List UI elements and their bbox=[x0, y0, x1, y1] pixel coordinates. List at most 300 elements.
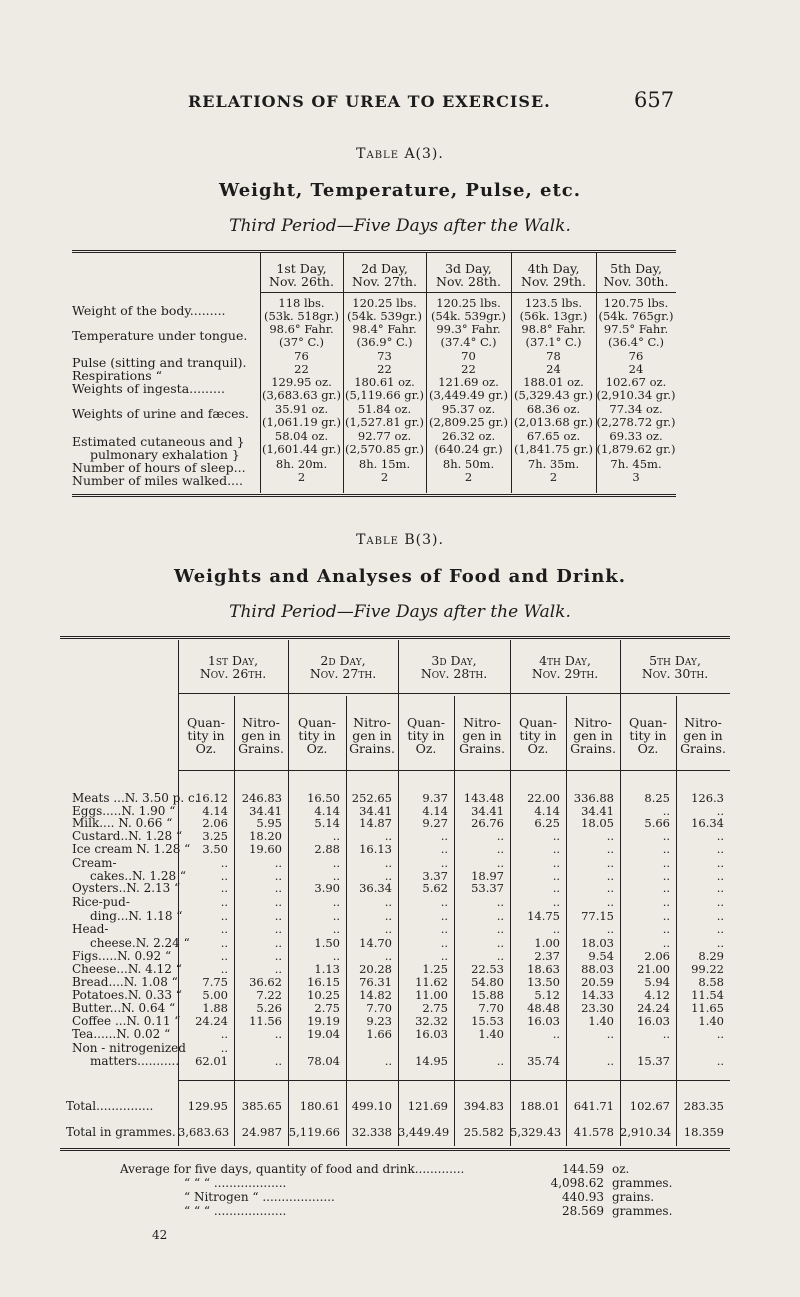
total-cell: 641.71 bbox=[573, 1099, 614, 1113]
table-b-cell: .. bbox=[332, 895, 340, 909]
table-b-cell: .. bbox=[274, 922, 282, 936]
table-b-day-header bbox=[398, 654, 510, 680]
average-value: 144.59 bbox=[562, 1162, 604, 1176]
table-b-cell: 5.66 bbox=[644, 816, 670, 830]
running-title: RELATIONS OF UREA TO EXERCISE. bbox=[188, 92, 551, 111]
table-b-cell: 2.75 bbox=[422, 1001, 448, 1015]
table-b-cell: .. bbox=[496, 936, 504, 950]
table-b-cell: 16.15 bbox=[307, 975, 340, 989]
table-b-cell: .. bbox=[496, 922, 504, 936]
table-b-cell: 20.28 bbox=[359, 962, 392, 976]
table-b-top-rule bbox=[60, 636, 730, 639]
table-b-cell: .. bbox=[662, 1027, 670, 1041]
total-cell: 121.69 bbox=[407, 1099, 448, 1113]
table-a-cell: (5,329.43 gr.) bbox=[513, 388, 594, 402]
column-day: 5th Day, bbox=[610, 261, 662, 276]
table-b-cell: 5.00 bbox=[202, 988, 228, 1002]
table-a-cell: 8h. 15m. bbox=[358, 457, 411, 471]
table-b-cell: .. bbox=[716, 856, 724, 870]
column-date: Nov. 30th. bbox=[603, 274, 669, 289]
total-grammes-cell: 32.338 bbox=[351, 1125, 392, 1139]
table-b-cell: .. bbox=[332, 856, 340, 870]
table-a-cell: 98.8° Fahr. bbox=[521, 322, 586, 336]
table-a-cell: 2 bbox=[297, 470, 306, 484]
table-a-title: Weight, Temperature, Pulse, etc. bbox=[218, 180, 581, 201]
total-grammes-cell: 5,329.43 bbox=[510, 1125, 562, 1139]
table-b-cell: 2.06 bbox=[644, 949, 670, 963]
total-grammes-cell: 18.359 bbox=[683, 1125, 724, 1139]
table-b-cell: .. bbox=[274, 962, 282, 976]
table-b-row-label: Eggs.....N. 1.90 “ bbox=[72, 804, 176, 818]
table-a-column-header bbox=[596, 262, 676, 288]
table-a-row-label: Respirations “ bbox=[72, 368, 163, 383]
table-b-cell: .. bbox=[716, 922, 724, 936]
subheader-line: Quan- bbox=[406, 715, 446, 730]
table-b-cell: 32.32 bbox=[415, 1014, 448, 1028]
table-b-day-header bbox=[620, 654, 730, 680]
table-b-cell: 54.80 bbox=[471, 975, 504, 989]
table-b-cell: .. bbox=[384, 829, 392, 843]
table-b-cell: .. bbox=[220, 895, 228, 909]
subheader-line: tity in bbox=[629, 728, 667, 743]
subheader-line: gen in bbox=[573, 728, 613, 743]
table-b-cell: 2.06 bbox=[202, 816, 228, 830]
table-b-cell: 22.00 bbox=[527, 791, 560, 805]
subheader-line: gen in bbox=[462, 728, 502, 743]
average-label: “ “ “ ................... bbox=[184, 1176, 287, 1190]
subheader-line: Nitro- bbox=[574, 715, 612, 730]
table-b-cell: 34.41 bbox=[581, 804, 614, 818]
column-day: 1st Day, bbox=[276, 261, 327, 276]
table-b-cell: 16.12 bbox=[195, 791, 228, 805]
table-b-cell: 26.76 bbox=[471, 816, 504, 830]
total-grammes-label: Total in grammes. bbox=[66, 1125, 176, 1139]
table-a-column-header bbox=[343, 262, 426, 288]
table-b-cell: 24.24 bbox=[195, 1014, 228, 1028]
table-b-cell: 14.33 bbox=[581, 988, 614, 1002]
table-a-cell: (1,601.44 gr.) bbox=[261, 442, 342, 456]
table-b-cell: 24.24 bbox=[637, 1001, 670, 1015]
table-b-cell: 14.87 bbox=[359, 816, 392, 830]
average-value: 28.569 bbox=[562, 1204, 604, 1218]
table-b-cell: 18.97 bbox=[471, 869, 504, 883]
table-a-cell: 188.01 oz. bbox=[523, 375, 584, 389]
table-b-cell: .. bbox=[716, 895, 724, 909]
table-a-cell: 8h. 20m. bbox=[275, 457, 328, 471]
table-b-cell: 16.50 bbox=[307, 791, 340, 805]
table-b-cell: .. bbox=[384, 909, 392, 923]
table-b-cell: .. bbox=[662, 829, 670, 843]
table-a-cell: (2,910.34 gr.) bbox=[596, 388, 676, 402]
quantity-subheader bbox=[178, 716, 234, 755]
table-b-cell: .. bbox=[440, 842, 448, 856]
table-b-cell: .. bbox=[220, 962, 228, 976]
table-b-cell: 19.04 bbox=[307, 1027, 340, 1041]
table-b-cell: 35.74 bbox=[527, 1054, 560, 1068]
table-a-cell: 118 lbs. bbox=[278, 296, 325, 310]
table-b-cell: 19.19 bbox=[307, 1014, 340, 1028]
table-b-cell: .. bbox=[496, 895, 504, 909]
table-b-row-label: cheese.N. 2.24 “ bbox=[90, 936, 190, 950]
table-a-cell: (2,278.72 gr.) bbox=[596, 415, 676, 429]
table-a-cell: 95.37 oz. bbox=[441, 402, 496, 416]
table-b-cell: 36.62 bbox=[249, 975, 282, 989]
table-b-cell: 126.3 bbox=[691, 791, 724, 805]
table-b-row-label: Ice cream N. 1.28 “ bbox=[72, 842, 191, 856]
table-a-column-header bbox=[426, 262, 511, 288]
subheader-line: Oz. bbox=[637, 741, 659, 756]
table-b-cell: .. bbox=[716, 909, 724, 923]
table-a-cell: 102.67 oz. bbox=[605, 375, 667, 389]
table-b-cell: 77.15 bbox=[581, 909, 614, 923]
table-b-cell: .. bbox=[662, 881, 670, 895]
table-b-row-label: ding...N. 1.18 “ bbox=[90, 909, 183, 923]
total-grammes-cell: 25.582 bbox=[463, 1125, 504, 1139]
table-b-day-rule bbox=[178, 693, 730, 694]
table-b-cell: 5.94 bbox=[644, 975, 670, 989]
table-b-row-label: Meats ...N. 3.50 p. c. bbox=[72, 791, 199, 805]
table-b-caption: Table B(3). bbox=[356, 532, 444, 548]
average-label: “ Nitrogen “ ................... bbox=[184, 1190, 335, 1204]
table-a-cell: 22 bbox=[294, 362, 309, 376]
column-day: 5th Day, bbox=[649, 653, 701, 668]
subheader-line: Quan- bbox=[628, 715, 668, 730]
table-b-cell: .. bbox=[606, 856, 614, 870]
table-b-cell: 1.50 bbox=[314, 936, 340, 950]
table-b-day-header bbox=[178, 654, 288, 680]
table-b-cell: 1.66 bbox=[366, 1027, 392, 1041]
table-a-cell: 2 bbox=[464, 470, 473, 484]
table-b-cell: 18.05 bbox=[581, 816, 614, 830]
table-a-cell: (54k. 539gr.) bbox=[346, 309, 423, 323]
table-b-row-label: cakes..N. 1.28 “ bbox=[90, 869, 187, 883]
table-b-cell: 23.30 bbox=[581, 1001, 614, 1015]
table-a-row-label: Weights of ingesta......... bbox=[72, 381, 225, 396]
column-date: Nov. 27th. bbox=[352, 274, 417, 289]
table-a-top-rule bbox=[72, 250, 676, 253]
column-date: Nov. 26th. bbox=[199, 666, 267, 681]
subheader-line: Quan- bbox=[297, 715, 337, 730]
total-label: Total............... bbox=[66, 1099, 154, 1113]
table-b-cell: 1.13 bbox=[314, 962, 340, 976]
table-b-cell: .. bbox=[606, 922, 614, 936]
total-grammes-cell: 41.578 bbox=[573, 1125, 614, 1139]
column-day: 2d Day, bbox=[361, 261, 408, 276]
table-a-row-label: Weights of urine and fæces. bbox=[72, 406, 249, 421]
table-b-cell: 1.88 bbox=[202, 1001, 228, 1015]
table-a-row-label: Weight of the body......... bbox=[72, 303, 226, 318]
subheader-line: Nitro- bbox=[463, 715, 501, 730]
table-b-day-header bbox=[510, 654, 620, 680]
table-b-cell: .. bbox=[606, 895, 614, 909]
total-grammes-cell: 3,449.49 bbox=[398, 1125, 450, 1139]
table-b-cell: 99.22 bbox=[691, 962, 724, 976]
table-b-cell: .. bbox=[274, 949, 282, 963]
table-b-cell: 5.12 bbox=[534, 988, 560, 1002]
table-b-cell: .. bbox=[440, 949, 448, 963]
column-day: 1st Day, bbox=[207, 653, 259, 668]
average-unit: grammes. bbox=[612, 1204, 673, 1218]
table-a-cell: (56k. 13gr.) bbox=[519, 309, 588, 323]
table-b-cell: 15.53 bbox=[471, 1014, 504, 1028]
column-day: 3d Day, bbox=[431, 653, 477, 668]
table-b-row-label: Head- bbox=[72, 922, 109, 936]
nitrogen-subheader bbox=[454, 716, 510, 755]
table-b-cell: .. bbox=[716, 829, 724, 843]
table-b-cell: 9.37 bbox=[422, 791, 448, 805]
subheader-line: Grains. bbox=[349, 741, 395, 756]
table-b-cell: 7.22 bbox=[256, 988, 282, 1002]
table-b-cell: .. bbox=[662, 909, 670, 923]
table-a-cell: 58.04 oz. bbox=[274, 429, 329, 443]
subheader-line: Grains. bbox=[570, 741, 616, 756]
average-label: “ “ “ ................... bbox=[184, 1204, 287, 1218]
table-b-cell: .. bbox=[662, 842, 670, 856]
table-b-cell: .. bbox=[274, 869, 282, 883]
table-a-cell: 7h. 35m. bbox=[527, 457, 580, 471]
table-b-subtitle: Third Period—Five Days after the Walk. bbox=[229, 602, 571, 622]
table-a-cell: (640.24 gr.) bbox=[434, 442, 503, 456]
table-b-cell: .. bbox=[440, 856, 448, 870]
subheader-line: Nitro- bbox=[242, 715, 280, 730]
table-b-cell: 336.88 bbox=[573, 791, 614, 805]
table-b-cell: 18.20 bbox=[249, 829, 282, 843]
table-a-cell: 2 bbox=[549, 470, 558, 484]
table-b-cell: 20.59 bbox=[581, 975, 614, 989]
table-b-cell: .. bbox=[332, 949, 340, 963]
table-b-cell: .. bbox=[606, 842, 614, 856]
table-a-cell: 26.32 oz. bbox=[441, 429, 496, 443]
total-cell: 102.67 bbox=[629, 1099, 670, 1113]
table-b-cell: .. bbox=[440, 895, 448, 909]
table-b-bottom-rule bbox=[60, 1148, 730, 1151]
table-b-cell: .. bbox=[606, 869, 614, 883]
table-a-cell: 77.34 oz. bbox=[609, 402, 663, 416]
table-b-cell: .. bbox=[496, 856, 504, 870]
table-a-row-label: Pulse (sitting and tranquil). bbox=[72, 355, 247, 370]
total-grammes-cell: 24.987 bbox=[241, 1125, 282, 1139]
column-day: 4th Day, bbox=[527, 261, 580, 276]
table-b-cell: 4.14 bbox=[422, 804, 448, 818]
table-b-cell: 1.25 bbox=[422, 962, 448, 976]
table-b-row-label: matters........... bbox=[90, 1054, 180, 1068]
table-a-cell: 3 bbox=[632, 470, 640, 484]
table-b-cell: 7.70 bbox=[366, 1001, 392, 1015]
table-b-cell: .. bbox=[384, 922, 392, 936]
subheader-line: Oz. bbox=[195, 741, 217, 756]
table-b-cell: 16.13 bbox=[359, 842, 392, 856]
table-a-cell: 98.6° Fahr. bbox=[269, 322, 334, 336]
table-b-cell: .. bbox=[274, 1054, 282, 1068]
table-a-cell: (53k. 518gr.) bbox=[263, 309, 340, 323]
table-b-cell: 8.25 bbox=[644, 791, 670, 805]
total-grammes-cell: 2,910.34 bbox=[620, 1125, 672, 1139]
table-a-row-label: Number of miles walked.... bbox=[72, 473, 243, 488]
table-a-cell: 7h. 45m. bbox=[610, 457, 662, 471]
column-day: 4th Day, bbox=[539, 653, 591, 668]
table-b-cell: .. bbox=[274, 909, 282, 923]
table-a-cell: 120.75 lbs. bbox=[603, 296, 669, 310]
subheader-line: Grains. bbox=[459, 741, 505, 756]
table-b-cell: 14.75 bbox=[527, 909, 560, 923]
table-b-cell: 78.04 bbox=[307, 1054, 340, 1068]
table-a-cell: 35.91 oz. bbox=[274, 402, 329, 416]
table-b-cell: .. bbox=[552, 922, 560, 936]
table-b-cell: .. bbox=[606, 1027, 614, 1041]
table-b-cell: 3.90 bbox=[314, 881, 340, 895]
table-b-cell: .. bbox=[606, 1054, 614, 1068]
table-b-day-header bbox=[288, 654, 398, 680]
subheader-line: gen in bbox=[352, 728, 392, 743]
column-date: Nov. 26th. bbox=[269, 274, 334, 289]
column-date: Nov. 30th. bbox=[641, 666, 709, 681]
table-a-cell: 98.4° Fahr. bbox=[352, 322, 417, 336]
table-b-row-label: Oysters..N. 2.13 “ bbox=[72, 881, 181, 895]
table-b-cell: 3.50 bbox=[202, 842, 228, 856]
page-number: 657 bbox=[634, 88, 675, 112]
table-a-cell: (37.4° C.) bbox=[440, 335, 497, 349]
table-b-cell: .. bbox=[496, 949, 504, 963]
table-b-cell: 18.63 bbox=[527, 962, 560, 976]
table-b-cell: 88.03 bbox=[581, 962, 614, 976]
table-a-row-label: Number of hours of sleep... bbox=[72, 460, 246, 475]
quantity-subheader bbox=[398, 716, 454, 755]
table-b-cell: 4.14 bbox=[202, 804, 228, 818]
subheader-line: Nitro- bbox=[353, 715, 391, 730]
table-a-head-rule bbox=[260, 292, 676, 293]
table-b-cell: .. bbox=[274, 936, 282, 950]
table-b-cell: .. bbox=[606, 829, 614, 843]
subheader-line: Quan- bbox=[186, 715, 226, 730]
total-grammes-cell: 3,683.63 bbox=[178, 1125, 230, 1139]
average-value: 440.93 bbox=[562, 1190, 604, 1204]
table-a-cell: 120.25 lbs. bbox=[352, 296, 417, 310]
quantity-subheader bbox=[288, 716, 346, 755]
table-a-cell: 8h. 50m. bbox=[442, 457, 495, 471]
table-b-cell: 19.60 bbox=[249, 842, 282, 856]
subheader-line: Oz. bbox=[527, 741, 549, 756]
table-b-cell: .. bbox=[332, 869, 340, 883]
subheader-line: tity in bbox=[519, 728, 557, 743]
table-b-cell: 62.01 bbox=[195, 1054, 228, 1068]
subheader-line: tity in bbox=[407, 728, 445, 743]
table-b-cell: .. bbox=[716, 842, 724, 856]
table-b-cell: 5.14 bbox=[314, 816, 340, 830]
table-b-cell: 5.26 bbox=[256, 1001, 282, 1015]
table-a-row-label: Temperature under tongue. bbox=[72, 328, 248, 343]
table-b-title: Weights and Analyses of Food and Drink. bbox=[173, 566, 627, 587]
table-a-cell: 68.36 oz. bbox=[526, 402, 581, 416]
table-a-caption: Table A(3). bbox=[356, 146, 444, 162]
table-b-cell: .. bbox=[662, 869, 670, 883]
table-b-cell: .. bbox=[662, 922, 670, 936]
table-a-cell: (54k. 765gr.) bbox=[598, 309, 674, 323]
table-b-cell: .. bbox=[662, 895, 670, 909]
table-a-column-header bbox=[260, 262, 343, 288]
table-b-cell: .. bbox=[220, 949, 228, 963]
table-b-cell: 9.23 bbox=[366, 1014, 392, 1028]
column-date: Nov. 28th. bbox=[436, 274, 501, 289]
total-cell: 499.10 bbox=[351, 1099, 392, 1113]
table-b-cell: .. bbox=[220, 936, 228, 950]
table-b-cell: 8.29 bbox=[698, 949, 724, 963]
table-a-cell: (37° C.) bbox=[278, 335, 325, 349]
table-a-cell: 76 bbox=[294, 349, 309, 363]
table-b-cell: .. bbox=[716, 869, 724, 883]
table-b-cell: .. bbox=[440, 936, 448, 950]
subheader-line: Grains. bbox=[680, 741, 726, 756]
table-b-cell: .. bbox=[662, 856, 670, 870]
table-a-cell: 22 bbox=[461, 362, 476, 376]
table-b-cell: 1.40 bbox=[478, 1027, 504, 1041]
subheader-line: gen in bbox=[683, 728, 723, 743]
table-b-cell: 22.53 bbox=[471, 962, 504, 976]
table-a-cell: 129.95 oz. bbox=[271, 375, 332, 389]
table-b-cell: .. bbox=[384, 949, 392, 963]
table-b-cell: .. bbox=[384, 869, 392, 883]
table-b-cell: 2.75 bbox=[314, 1001, 340, 1015]
table-a-cell: (5,119.66 gr.) bbox=[344, 388, 425, 402]
table-a-cell: 97.5° Fahr. bbox=[603, 322, 669, 336]
table-b-cell: .. bbox=[716, 881, 724, 895]
table-a-cell: (1,841.75 gr.) bbox=[513, 442, 594, 456]
table-b-cell: .. bbox=[552, 895, 560, 909]
average-unit: grammes. bbox=[612, 1176, 673, 1190]
subheader-line: gen in bbox=[241, 728, 281, 743]
table-b-cell: 4.14 bbox=[314, 804, 340, 818]
table-a-cell: 120.25 lbs. bbox=[436, 296, 501, 310]
table-b-row-label: Tea......N. 0.02 “ bbox=[72, 1027, 171, 1041]
table-b-cell: .. bbox=[274, 856, 282, 870]
table-b-cell: 6.25 bbox=[534, 816, 560, 830]
table-b-cell: .. bbox=[662, 804, 670, 818]
table-b-cell: .. bbox=[384, 1054, 392, 1068]
table-b-cell: 36.34 bbox=[359, 881, 392, 895]
table-b-cell: 11.00 bbox=[415, 988, 448, 1002]
total-cell: 129.95 bbox=[187, 1099, 228, 1113]
table-b-cell: 15.88 bbox=[471, 988, 504, 1002]
table-b-cell: .. bbox=[552, 881, 560, 895]
table-b-cell: .. bbox=[552, 869, 560, 883]
table-a-cell: (3,683.63 gr.) bbox=[261, 388, 342, 402]
table-b-cell: .. bbox=[332, 829, 340, 843]
table-b-cell: .. bbox=[496, 1054, 504, 1068]
table-b-cell: 9.54 bbox=[588, 949, 614, 963]
table-b-cell: .. bbox=[716, 1027, 724, 1041]
table-b-cell: 14.70 bbox=[359, 936, 392, 950]
table-b-cell: .. bbox=[716, 804, 724, 818]
table-b-cell: 2.88 bbox=[314, 842, 340, 856]
subheader-line: Oz. bbox=[306, 741, 328, 756]
table-b-cell: .. bbox=[552, 829, 560, 843]
table-b-cell: .. bbox=[662, 936, 670, 950]
table-b-cell: .. bbox=[552, 856, 560, 870]
table-b-cell: .. bbox=[220, 869, 228, 883]
table-b-cell: .. bbox=[440, 909, 448, 923]
table-a-cell: 22 bbox=[377, 362, 392, 376]
table-b-cell: 7.70 bbox=[478, 1001, 504, 1015]
table-b-cell: 16.03 bbox=[637, 1014, 670, 1028]
table-b-row-label: Butter...N. 0.64 “ bbox=[72, 1001, 176, 1015]
table-a-row-label: Estimated cutaneous and } bbox=[72, 434, 245, 449]
column-date: Nov. 27th. bbox=[309, 666, 377, 681]
table-a-cell: (37.1° C.) bbox=[525, 335, 582, 349]
table-a-cell: 51.84 oz. bbox=[357, 402, 412, 416]
table-a-cell: (36.9° C.) bbox=[356, 335, 413, 349]
table-a-cell: 70 bbox=[461, 349, 476, 363]
table-a-cell: 78 bbox=[546, 349, 561, 363]
table-b-cell: .. bbox=[440, 922, 448, 936]
